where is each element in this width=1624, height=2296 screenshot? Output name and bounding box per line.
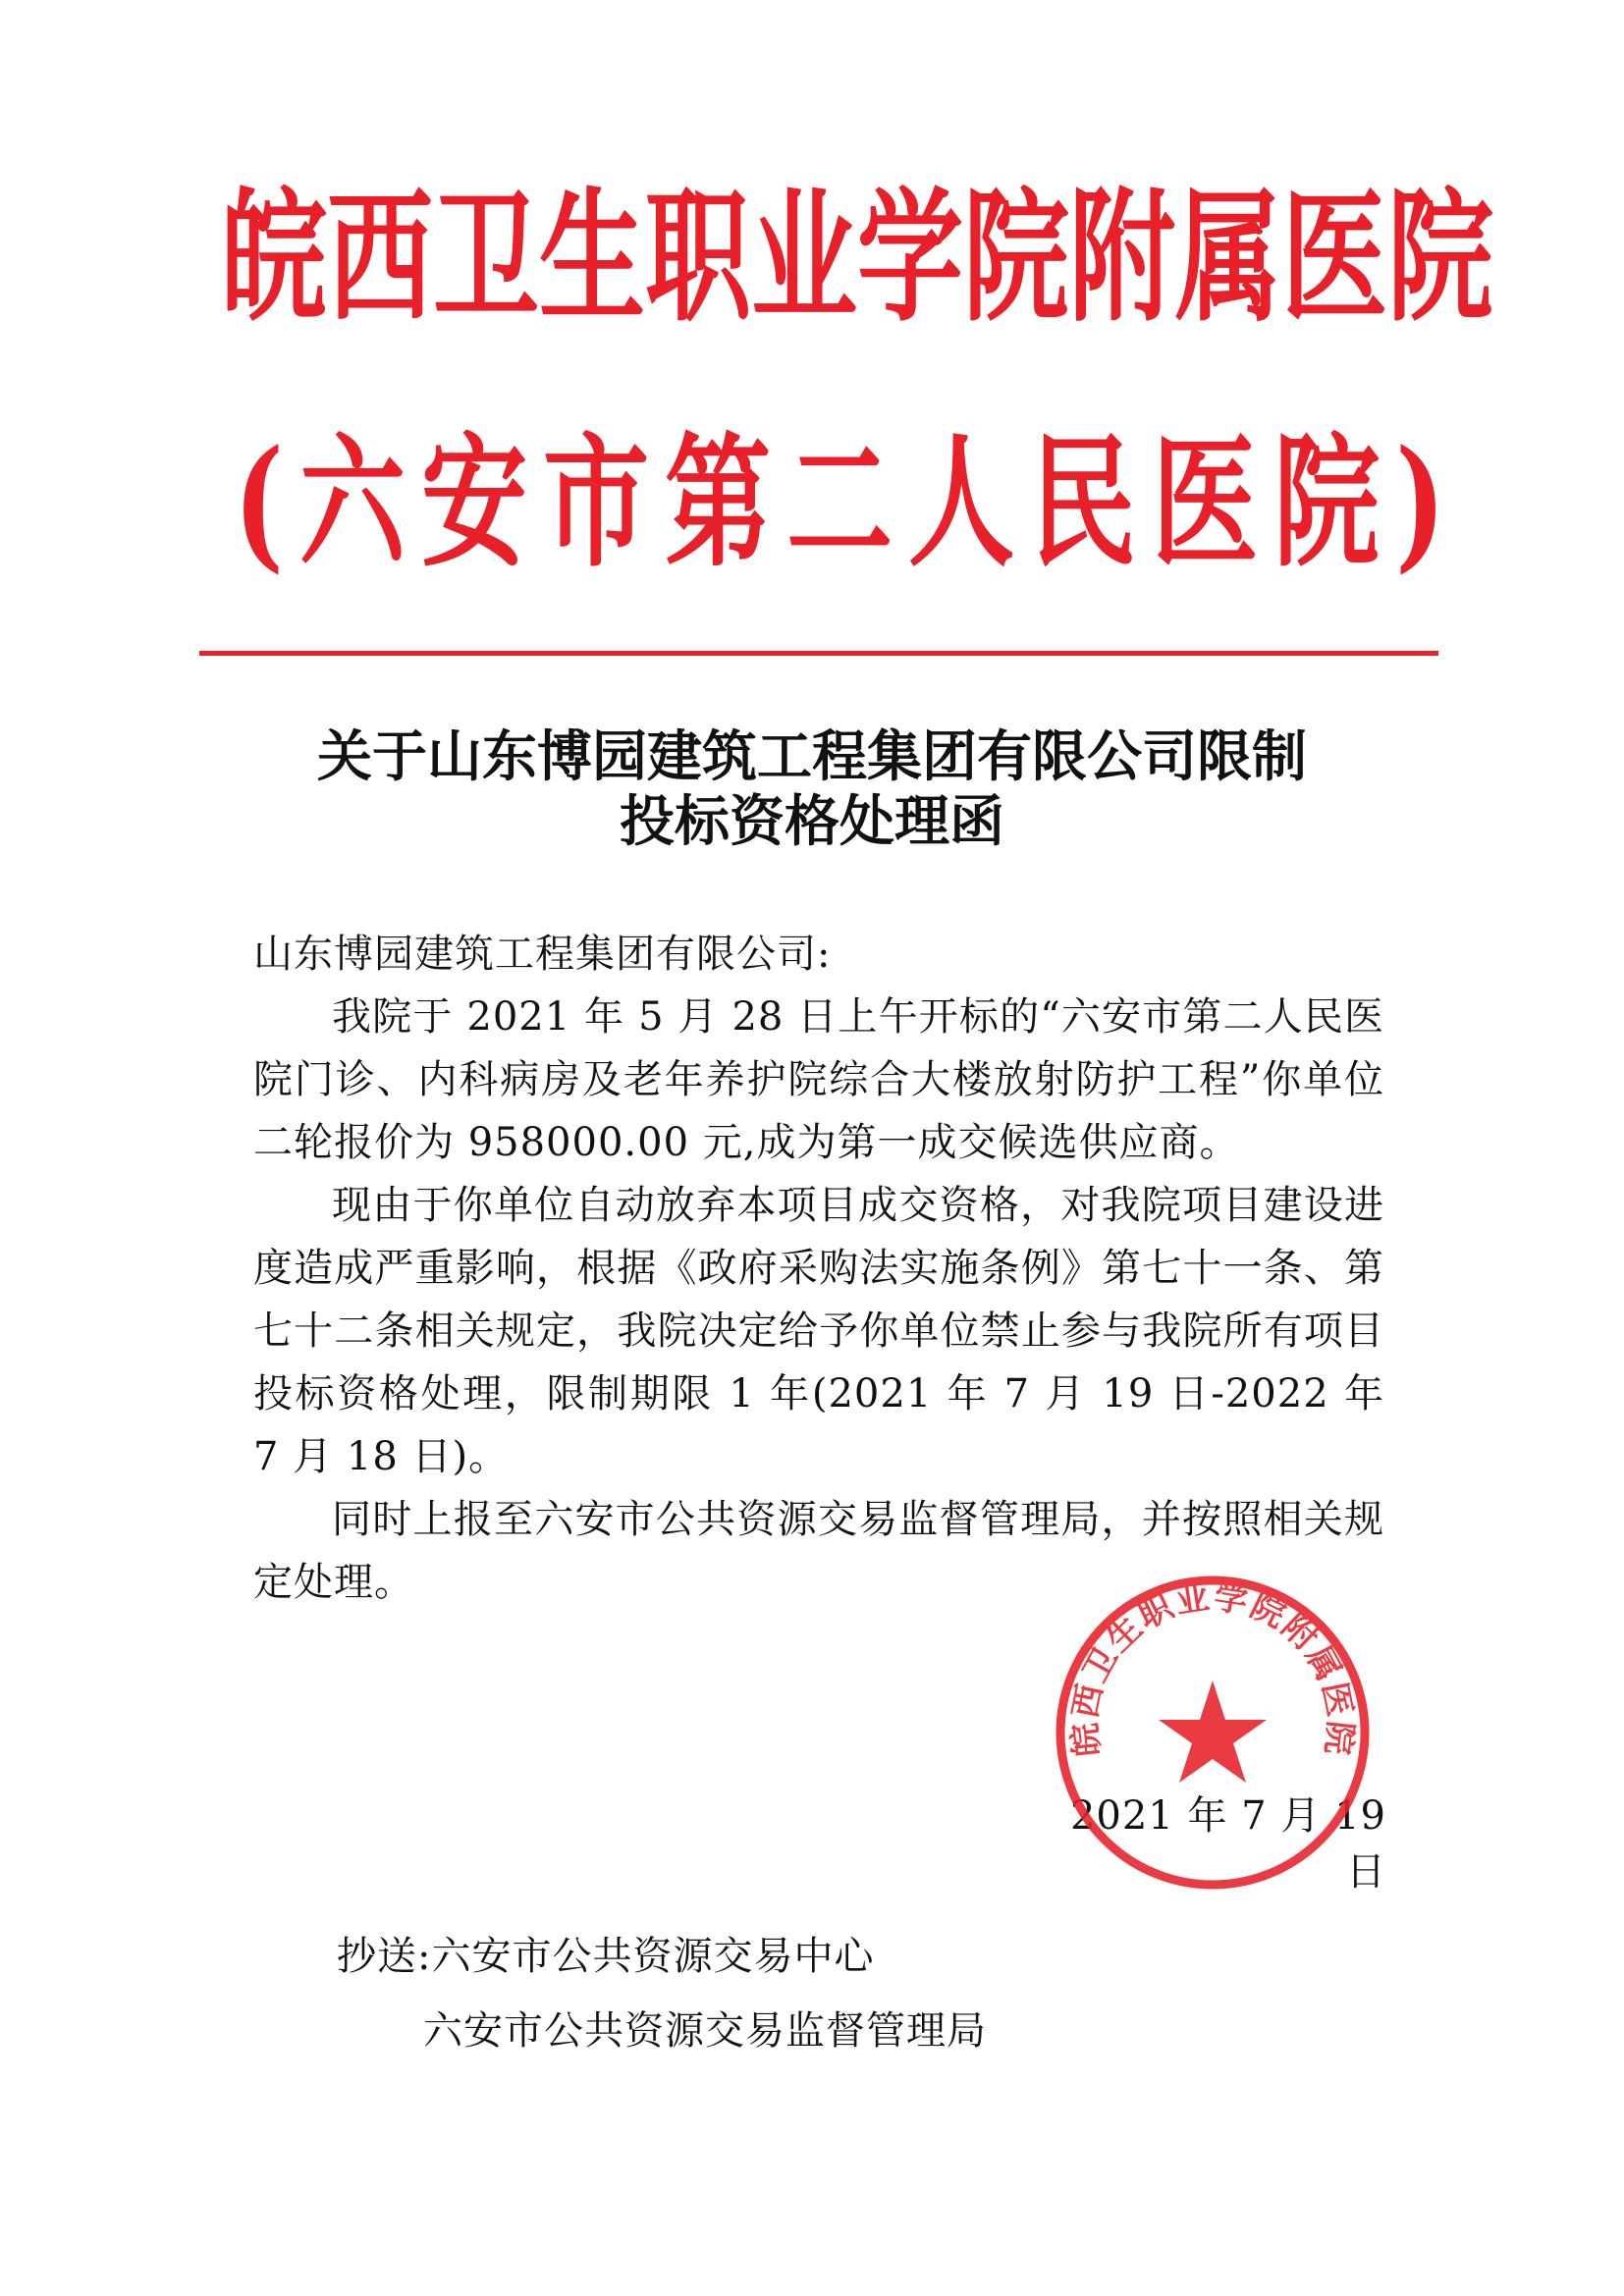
cc-recipient-2: 六安市公共资源交易监督管理局 — [423, 2008, 987, 2054]
star-icon — [1159, 1681, 1267, 1783]
letterhead-org-alias: (六安市第二人民医院) — [234, 419, 1462, 587]
cc-recipient-1: 六安市公共资源交易中心 — [431, 1934, 875, 1979]
signature-date: 2021 年 7 月 19 日 — [1069, 1793, 1386, 1895]
letterhead-divider — [199, 651, 1438, 656]
cc-block — [337, 1919, 987, 2068]
body-paragraph-1: 我院于 2021 年 5 月 28 日上午开标的“六安市第二人民医院门诊、内科病房及老年养护院综合大楼放射防护工程”你单位二轮报价为 958000.00 元,成为第一成交候选供应商。 — [253, 994, 1384, 1165]
body-paragraph-2: 现由于你单位自动放弃本项目成交资格，对我院项目建设进度造成严重影响，根据《政府采购法实施条例》第七十一条、第七十二条相关规定，我院决定给予你单位禁止参与我院所有项目投标资格处理，限制期限 1 年(2021 年 7 月 19 日-2022 年 7 月 18 日)。 — [253, 1183, 1384, 1479]
cc-label: 抄送: — [337, 1934, 432, 1979]
seal-org-text: 皖西卫生职业学院附属医院 — [1064, 1577, 1361, 1759]
document-title-line2: 投标资格处理函 — [620, 789, 1004, 854]
document-title-line1: 关于山东博园建筑工程集团有限公司限制 — [317, 724, 1307, 789]
letterhead-org-name: 皖西卫生职业学院附属医院 — [221, 174, 1494, 342]
salutation: 山东博园建筑工程集团有限公司: — [253, 932, 832, 977]
letter-body — [253, 923, 1384, 1614]
official-seal — [1051, 1571, 1375, 1895]
document-title — [196, 724, 1428, 854]
body-paragraph-3: 同时上报至六安市公共资源交易监督管理局，并按照相关规定处理。 — [253, 1497, 1384, 1605]
